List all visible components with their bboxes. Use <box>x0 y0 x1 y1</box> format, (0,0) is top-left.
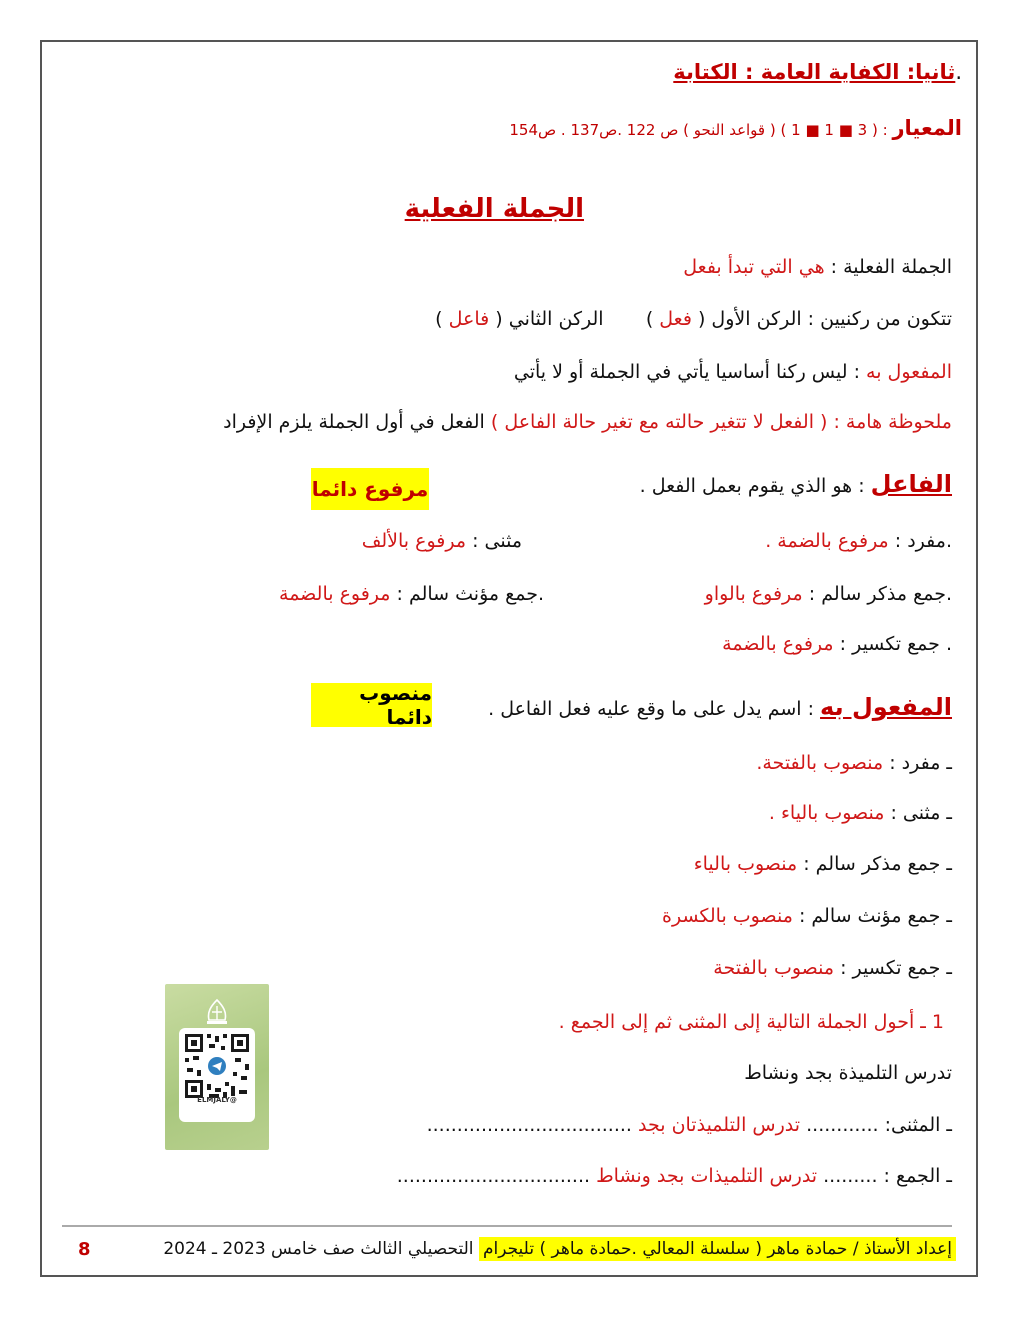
exercise-dual-line: ـ المثنى: ............ تدرس التلميذتان بجد .................................. <box>426 1114 952 1136</box>
object-singular: ـ مفرد : منصوب بالفتحة. <box>756 752 952 774</box>
exercise-instruction: 1 ـ أحول الجملة التالية إلى المثنى ثم إلى الجمع . <box>558 1011 944 1033</box>
subject-singular: .مفرد : مرفوع بالضمة . <box>765 530 952 552</box>
subject-fem-plural: .جمع مؤنث سالم : مرفوع بالضمة <box>279 583 544 605</box>
subject-dual: مثنى : مرفوع بالألف <box>361 530 522 552</box>
footer-course: التحصيلي الثالث صف خامس 2023 ـ 2024 <box>163 1239 474 1259</box>
criterion-text: : ( 3 ■ 1 ■ 1 ) ( قواعد النحو ) ص 122 .ص137 . ص154 <box>509 121 888 139</box>
subject-badge: مرفوع دائما <box>311 468 429 510</box>
object-term: المفعول به <box>820 693 952 721</box>
footer-credits <box>163 1239 956 1259</box>
object-note-line: المفعول به : ليس ركنا أساسيا يأتي في الجملة أو لا يأتي <box>513 361 952 383</box>
criterion-label: المعيار <box>892 116 962 140</box>
object-badge: منصوب دائما <box>311 683 432 727</box>
object-fem-plural: ـ جمع مؤنث سالم : منصوب بالكسرة <box>662 905 952 927</box>
page-title: الجملة الفعلية <box>404 194 584 224</box>
subject-definition: الفاعل : هو الذي يقوم بعمل الفعل . <box>639 470 952 498</box>
object-broken-plural: ـ جمع تكسير : منصوب بالفتحة <box>713 957 952 979</box>
qr-code-panel <box>179 1028 255 1122</box>
criterion-line <box>509 116 962 141</box>
pillars-line: تتكون من ركنيين : الركن الأول ( فعل ) الركن الثاني ( فاعل ) <box>435 308 952 330</box>
qr-code-card[interactable] <box>165 984 269 1150</box>
footer-prepared-by: إعداد الأستاذ / حمادة ماهر ( سلسلة المعالي .حمادة ماهر ) تليجرام <box>479 1237 956 1261</box>
qr-code-icon <box>179 1028 255 1104</box>
object-masc-plural: ـ جمع مذكر سالم : منصوب بالياء <box>693 853 952 875</box>
subject-broken-plural: . جمع تكسير : مرفوع بالضمة <box>722 633 952 655</box>
footer-divider <box>62 1225 952 1227</box>
exercise-plural-line: ـ الجمع : ......... تدرس التلميذات بجد ونشاط ................................ <box>396 1165 952 1187</box>
object-definition: المفعول به : اسم يدل على ما وقع عليه فعل الفاعل . <box>488 693 952 721</box>
qr-handle: @ELMJALY <box>197 1096 237 1104</box>
definition-line: الجملة الفعلية : هي التي تبدأ بفعل <box>683 256 952 278</box>
subject-term: الفاعل <box>870 470 952 498</box>
emblem-icon <box>201 998 233 1028</box>
subject-masc-plural: .جمع مذكر سالم : مرفوع بالواو <box>704 583 952 605</box>
exercise-sentence: تدرس التلميذة بجد ونشاط <box>744 1062 952 1084</box>
important-note-line: ملحوظة هامة : ( الفعل لا تتغير حالته مع تغير حالة الفاعل ) الفعل في أول الجملة يلزم الإفراد <box>223 411 952 433</box>
page-number: 8 <box>78 1239 91 1260</box>
object-dual: ـ مثنى : منصوب بالياء . <box>768 802 952 824</box>
section-heading: .ثانيا: الكفاية العامة : الكتابة <box>673 60 962 84</box>
